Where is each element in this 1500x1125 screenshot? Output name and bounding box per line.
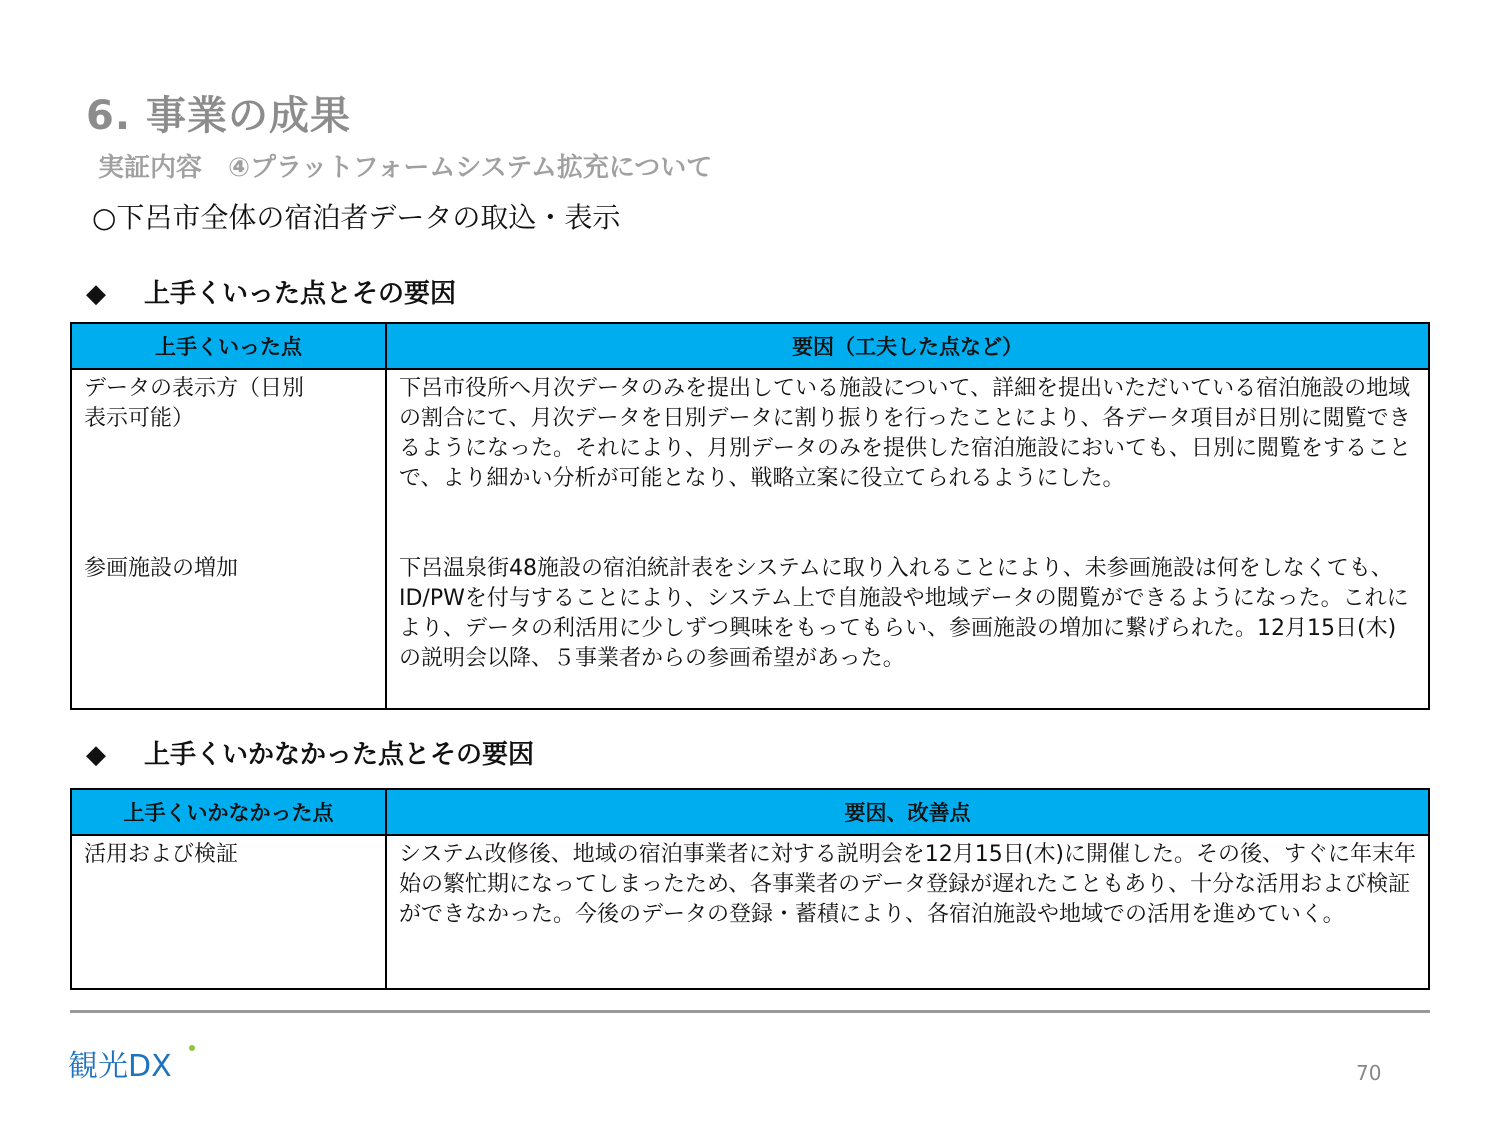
reason-cell: 下呂市役所へ月次データのみを提出している施設について、詳細を提出いただいている宿泊施設の地域の割合にて、月次データを日別データに割り振りを行ったことにより、各データ項目が日別に閲覧できるようになった。それにより、月別データのみを提供した宿泊施設においても、日別に閲覧をすることで、より細かい分析が可能となり、戦略立案に役立てられるようにした。	[386, 369, 1429, 550]
section-title: 上手くいかなかった点とその要因	[144, 740, 535, 770]
column-header-point: 上手くいった点	[71, 323, 386, 369]
point-cell: データの表示方（日別表示可能）	[71, 369, 386, 550]
table-row	[71, 550, 1429, 709]
footer-divider	[70, 1010, 1430, 1013]
section-title: 上手くいった点とその要因	[144, 279, 457, 309]
slide-heading: ○下呂市全体の宿泊者データの取込・表示	[92, 201, 621, 234]
table-row	[71, 835, 1429, 989]
failures-table	[70, 788, 1430, 990]
column-header-reason: 要因、改善点	[386, 789, 1429, 835]
logo-text: 観光DX	[68, 1049, 172, 1084]
reason-cell: システム改修後、地域の宿泊事業者に対する説明会を12月15日(木)に開催した。その後、すぐに年末年始の繁忙期になってしまったため、各事業者のデータ登録が遅れたこともあり、十分な活用および検証ができなかった。今後のデータの登録・蓄積により、各宿泊施設や地域での活用を進めていく。	[386, 835, 1429, 989]
slide-title: 6. 事業の成果	[86, 93, 351, 139]
diamond-bullet-icon: ◆	[86, 279, 106, 309]
page-number: 70	[1356, 1061, 1382, 1085]
kanko-dx-logo	[68, 1040, 200, 1086]
diamond-bullet-icon: ◆	[86, 740, 106, 770]
point-cell: 参画施設の増加	[71, 550, 386, 709]
table-header-row	[71, 323, 1429, 369]
column-header-point: 上手くいかなかった点	[71, 789, 386, 835]
successes-table	[70, 322, 1430, 710]
section-heading-failures	[86, 734, 534, 771]
reason-cell: 下呂温泉街48施設の宿泊統計表をシステムに取り入れることにより、未参画施設は何をしなくても、ID/PWを付与することにより、システム上で自施設や地域データの閲覧ができるようになった。これにより、データの利活用に少しずつ興味をもってもらい、参画施設の増加に繋げられた。12月15日(木)の説明会以降、５事業者からの参画希望があった。	[386, 550, 1429, 709]
column-header-reason: 要因（工夫した点など）	[386, 323, 1429, 369]
logo-accent-dot	[189, 1045, 195, 1051]
table-row	[71, 369, 1429, 550]
section-heading-successes	[86, 273, 456, 310]
slide-subtitle: 実証内容 ④プラットフォームシステム拡充について	[98, 153, 713, 183]
table-header-row	[71, 789, 1429, 835]
point-cell: 活用および検証	[71, 835, 386, 989]
